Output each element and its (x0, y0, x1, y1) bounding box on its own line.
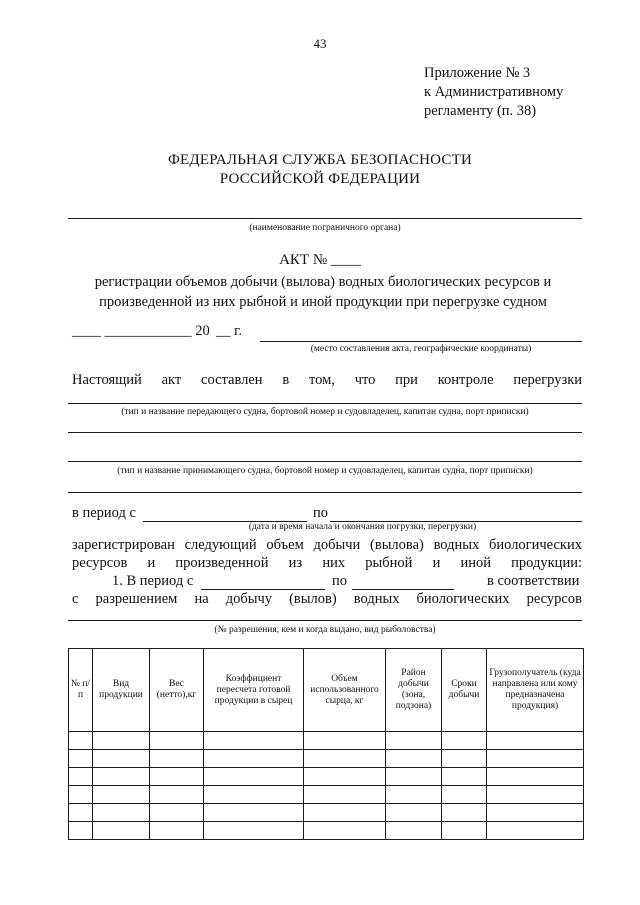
table-cell[interactable] (487, 804, 584, 822)
table-cell[interactable] (150, 750, 204, 768)
table-cell[interactable] (386, 822, 442, 840)
intro-word: том, (308, 372, 335, 388)
table-cell[interactable] (386, 786, 442, 804)
header-consignee: Грузополучатель (куда направлена или кому предназначена продукция) (487, 649, 584, 732)
table-row (69, 822, 584, 840)
table-row (69, 786, 584, 804)
registered-word: (вылова) (370, 537, 424, 553)
registered-word: водных (433, 537, 480, 553)
permit-sentence (72, 591, 582, 608)
act-subtitle-line-1: регистрации объемов добычи (вылова) водных биологических ресурсов и (94, 274, 552, 290)
item1-suffix: в соответствии (487, 573, 580, 589)
item1-start-field[interactable] (201, 589, 325, 590)
table-cell[interactable] (69, 822, 93, 840)
header-fishing-area: Район добычи (зона, подзона) (386, 649, 442, 732)
intro-word: Настоящий (72, 372, 142, 388)
table-row (69, 750, 584, 768)
receiver-field[interactable] (68, 461, 582, 462)
period-between-label: по (313, 505, 329, 521)
agency-line-1: ФЕДЕРАЛЬНАЯ СЛУЖБА БЕЗОПАСНОСТИ (167, 152, 472, 168)
table-cell[interactable] (487, 786, 584, 804)
permit-word: на (194, 591, 209, 607)
table-cell[interactable] (386, 750, 442, 768)
intro-word: что (354, 372, 376, 388)
act-subtitle-line-2: произведенной из них рыбной и иной продукции при перегрузке судном (99, 294, 547, 310)
registered-line-2 (72, 555, 582, 572)
table-cell[interactable] (304, 786, 386, 804)
period-label: в период с (72, 505, 136, 521)
table-cell[interactable] (204, 804, 304, 822)
intro-word: при (395, 372, 418, 388)
registered-word: из (288, 555, 303, 571)
table-cell[interactable] (150, 768, 204, 786)
table-cell[interactable] (386, 804, 442, 822)
table-cell[interactable] (93, 822, 150, 840)
table-cell[interactable] (93, 732, 150, 750)
registered-word: объем (266, 537, 304, 553)
permit-word: разрешением (95, 591, 178, 607)
registered-word: и (432, 555, 441, 571)
permit-word: добычу (225, 591, 273, 607)
table-cell[interactable] (150, 732, 204, 750)
permit-word: биологических (416, 591, 510, 607)
item1-prefix: 1. В период с (112, 573, 194, 589)
table-row (69, 732, 584, 750)
table-cell[interactable] (204, 732, 304, 750)
table-cell[interactable] (93, 804, 150, 822)
appendix-line-1: Приложение № 3 (424, 65, 531, 81)
permit-word: ресурсов (526, 591, 582, 607)
act-title: АКТ № ____ (279, 252, 361, 268)
intro-word: контроле (437, 372, 494, 388)
table-cell[interactable] (487, 732, 584, 750)
period-caption: (дата и время начала и окончания погрузки, перегрузки) (248, 522, 477, 532)
header-net-weight: Вес (нетто),кг (150, 649, 204, 732)
page-number: 43 (313, 36, 327, 51)
header-conversion-coefficient: Коэффициент пересчета готовой продукции в сырец (204, 649, 304, 732)
table-cell[interactable] (442, 732, 487, 750)
table-cell[interactable] (93, 786, 150, 804)
permit-word: водных (353, 591, 400, 607)
table-cell[interactable] (204, 768, 304, 786)
table-cell[interactable] (150, 822, 204, 840)
table-cell[interactable] (204, 750, 304, 768)
appendix-line-2: к Административному (424, 84, 564, 100)
registered-word: добычи (313, 537, 361, 553)
date-suffix: __ г. (216, 323, 243, 339)
table-cell[interactable] (442, 822, 487, 840)
intro-word: составлен (201, 372, 263, 388)
registered-word: рыбной (365, 555, 413, 571)
border-organ-field[interactable] (68, 218, 582, 219)
table-cell[interactable] (93, 768, 150, 786)
item1-end-field[interactable] (352, 589, 454, 590)
registered-line-1 (72, 537, 582, 554)
table-cell[interactable] (304, 822, 386, 840)
sender-field[interactable] (68, 403, 582, 404)
permit-field[interactable] (68, 620, 582, 621)
intro-word: в (282, 372, 290, 388)
border-organ-caption: (наименование пограничного органа) (249, 223, 401, 233)
table-cell[interactable] (386, 732, 442, 750)
act-subtitle (64, 272, 582, 312)
permit-word: (вылов) (289, 591, 337, 607)
registered-word: биологических (489, 537, 582, 553)
table-cell[interactable] (69, 804, 93, 822)
table-cell[interactable] (487, 750, 584, 768)
header-product-type: Вид продукции (93, 649, 150, 732)
table-cell[interactable] (69, 768, 93, 786)
sender-caption: (тип и название передающего судна, бортовой номер и судовладелец, капитан судна, порт приписки) (121, 407, 529, 417)
registered-word: продукции: (511, 555, 582, 571)
table-cell[interactable] (304, 732, 386, 750)
place-caption: (место составления акта, географические координаты) (310, 344, 532, 354)
table-cell[interactable] (304, 804, 386, 822)
table-cell[interactable] (442, 768, 487, 786)
table-cell[interactable] (304, 768, 386, 786)
table-cell[interactable] (150, 786, 204, 804)
table-cell[interactable] (304, 750, 386, 768)
table-row (69, 804, 584, 822)
permit-word: с (72, 591, 79, 607)
table-cell[interactable] (204, 822, 304, 840)
header-fishing-dates: Сроки добычи (442, 649, 487, 732)
table-cell[interactable] (69, 732, 93, 750)
table-header-row (69, 649, 584, 732)
registered-word: зарегистрирован (72, 537, 175, 553)
place-field[interactable] (260, 341, 582, 342)
table-cell[interactable] (386, 768, 442, 786)
sender-field-continued[interactable] (68, 432, 582, 433)
header-raw-volume: Объем использованного сырца, кг (304, 649, 386, 732)
date-prefix: ____ ____________ 20 (72, 323, 210, 339)
table-cell[interactable] (69, 750, 93, 768)
registered-word: ресурсов (72, 555, 128, 571)
table-cell[interactable] (69, 786, 93, 804)
registered-word: произведенной (175, 555, 269, 571)
table-cell[interactable] (442, 750, 487, 768)
registered-word: них (322, 555, 346, 571)
production-table (68, 648, 584, 840)
intro-word: акт (161, 372, 182, 388)
appendix-reference (424, 64, 563, 121)
table-cell[interactable] (442, 804, 487, 822)
table-cell[interactable] (204, 786, 304, 804)
table-cell[interactable] (93, 750, 150, 768)
table-cell[interactable] (487, 768, 584, 786)
receiver-field-continued[interactable] (68, 492, 582, 493)
receiver-caption: (тип и название принимающего судна, бортовой номер и судовладелец, капитан судна, порт приписки) (117, 466, 533, 476)
table-cell[interactable] (150, 804, 204, 822)
registered-word: и (147, 555, 156, 571)
appendix-line-3: регламенту (п. 38) (424, 103, 537, 119)
header-number: № п/п (69, 649, 93, 732)
item1-between-label: по (332, 573, 348, 589)
permit-caption: (№ разрешения, кем и когда выдано, вид рыболовства) (214, 625, 436, 635)
agency-header (0, 151, 640, 189)
registered-word: иной (460, 555, 492, 571)
table-row (69, 768, 584, 786)
registered-word: следующий (184, 537, 257, 553)
intro-sentence (72, 372, 582, 389)
table-cell[interactable] (487, 822, 584, 840)
agency-line-2: РОССИЙСКОЙ ФЕДЕРАЦИИ (219, 171, 421, 187)
table-cell[interactable] (442, 786, 487, 804)
intro-word: перегрузки (513, 372, 582, 388)
